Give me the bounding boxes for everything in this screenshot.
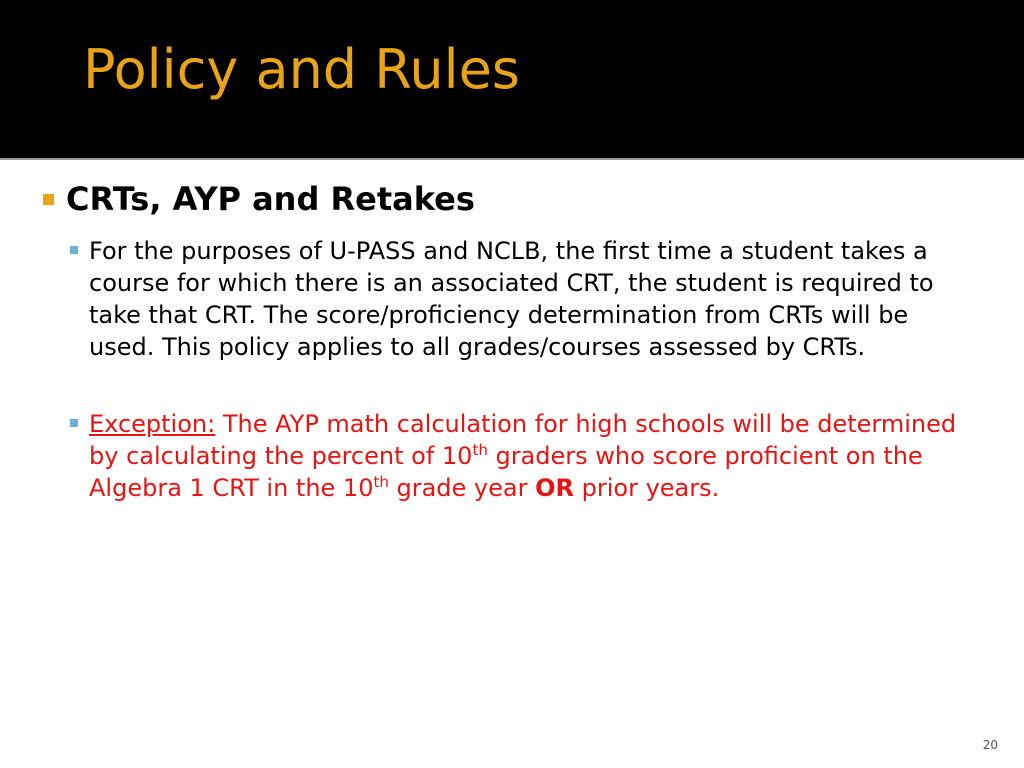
exception-text-4: prior years. xyxy=(574,474,720,502)
section-heading: CRTs, AYP and Retakes xyxy=(66,180,475,218)
title-bar xyxy=(0,0,1024,158)
policy-paragraph: For the purposes of U-PASS and NCLB, the first time a student takes a course for which there is an associated CRT, the student is required to take that CRT. The score/proficiency determination from CRTs will be used. This policy applies to all grades/courses assessed by CRTs. xyxy=(89,237,934,361)
exception-label: Exception: xyxy=(89,410,216,438)
slide-title: Policy and Rules xyxy=(83,38,520,101)
superscript-th: th xyxy=(373,473,389,491)
title-divider xyxy=(0,158,1024,166)
exception-text-2: graders who score proficient on the Algebra 1 CRT in the 10 xyxy=(89,442,923,502)
exception-text-1: The AYP math calculation for high schools will be determined by calculating the percent of 10 xyxy=(89,410,957,470)
or-emphasis: OR xyxy=(535,474,574,502)
page-number: 20 xyxy=(982,738,998,752)
square-bullet-icon xyxy=(43,194,54,205)
exception-text-3: grade year xyxy=(388,474,536,502)
exception-paragraph xyxy=(89,408,967,504)
square-bullet-icon xyxy=(70,419,78,427)
superscript-th: th xyxy=(472,441,488,459)
square-bullet-icon xyxy=(70,246,78,254)
